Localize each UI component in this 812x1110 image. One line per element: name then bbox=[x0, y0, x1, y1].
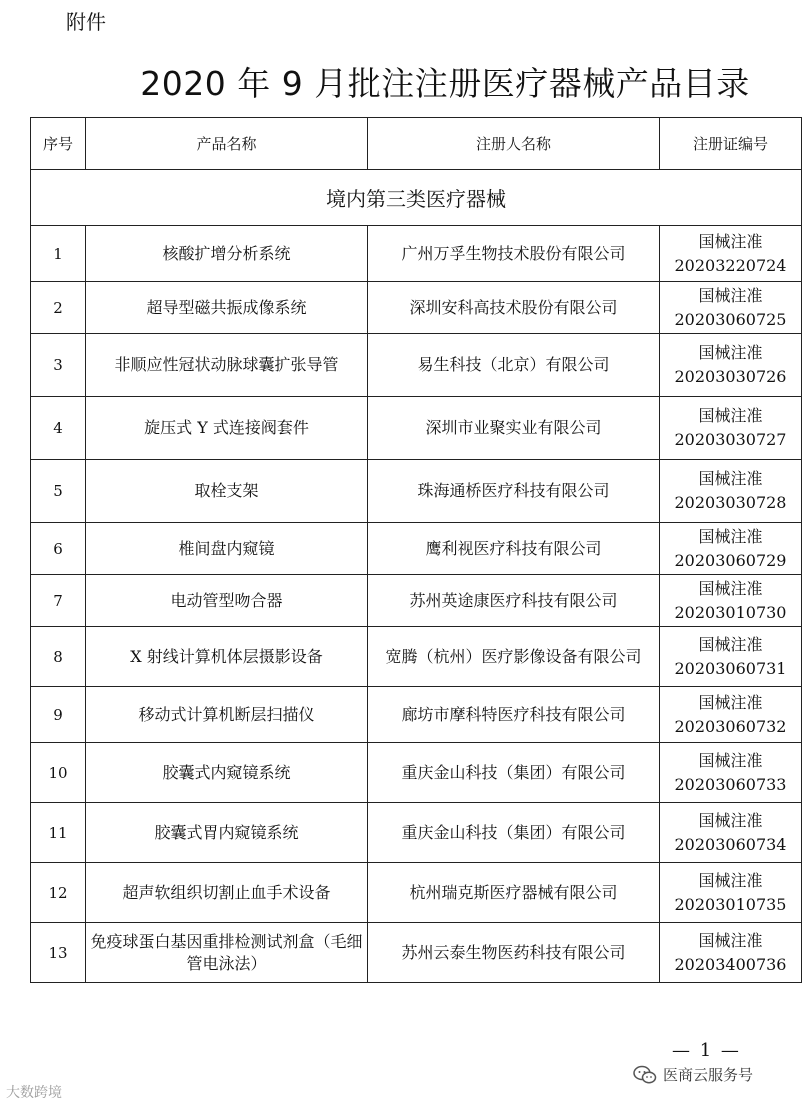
product-name: 免疫球蛋白基因重排检测试剂盒（毛细管电泳法） bbox=[86, 923, 368, 983]
cert-prefix: 国械注准 bbox=[698, 870, 763, 890]
product-catalog-table bbox=[30, 117, 802, 983]
cert-digits: 20203060725 bbox=[674, 309, 787, 329]
cert-number bbox=[660, 334, 802, 397]
table-row bbox=[31, 627, 802, 687]
cert-prefix: 国械注准 bbox=[698, 285, 763, 305]
section-title: 境内第三类医疗器械 bbox=[31, 170, 802, 226]
product-name: 超声软组织切割止血手术设备 bbox=[86, 863, 368, 923]
cert-number bbox=[660, 575, 802, 627]
cert-digits: 20203010730 bbox=[674, 602, 787, 622]
cert-digits: 20203400736 bbox=[674, 954, 787, 974]
cert-prefix: 国械注准 bbox=[698, 526, 763, 546]
row-no: 9 bbox=[31, 687, 86, 743]
section-row bbox=[31, 170, 802, 226]
cert-digits: 20203060732 bbox=[674, 716, 787, 736]
cert-prefix: 国械注准 bbox=[698, 343, 763, 362]
cert-prefix: 国械注准 bbox=[698, 634, 763, 654]
table-row bbox=[31, 397, 802, 460]
attachment-label: 附件 bbox=[66, 10, 106, 34]
cert-number bbox=[660, 523, 802, 575]
cert-prefix: 国械注准 bbox=[698, 469, 763, 488]
registrant-name: 深圳安科高技术股份有限公司 bbox=[368, 282, 660, 334]
registrant-name: 宽腾（杭州）医疗影像设备有限公司 bbox=[368, 627, 660, 687]
cert-digits: 20203220724 bbox=[674, 255, 787, 275]
cert-prefix: 国械注准 bbox=[698, 578, 763, 598]
cert-prefix: 国械注准 bbox=[698, 231, 763, 251]
cert-digits: 20203030726 bbox=[674, 367, 787, 386]
cert-number bbox=[660, 863, 802, 923]
cert-digits: 20203060733 bbox=[674, 774, 787, 794]
row-no: 8 bbox=[31, 627, 86, 687]
cert-digits: 20203030728 bbox=[674, 493, 787, 512]
row-no: 2 bbox=[31, 282, 86, 334]
product-name: 核酸扩增分析系统 bbox=[86, 226, 368, 282]
row-no: 6 bbox=[31, 523, 86, 575]
cert-prefix: 国械注准 bbox=[698, 810, 763, 830]
table-header-row bbox=[31, 118, 802, 170]
registrant-name: 重庆金山科技（集团）有限公司 bbox=[368, 743, 660, 803]
watermark-right-text: 医商云服务号 bbox=[663, 1066, 754, 1084]
row-no: 10 bbox=[31, 743, 86, 803]
registrant-name: 鹰利视医疗科技有限公司 bbox=[368, 523, 660, 575]
cert-prefix: 国械注准 bbox=[698, 930, 763, 950]
cert-number bbox=[660, 282, 802, 334]
column-header-no: 序号 bbox=[31, 118, 86, 170]
cert-prefix: 国械注准 bbox=[698, 750, 763, 770]
table-row bbox=[31, 863, 802, 923]
cert-prefix: 国械注准 bbox=[698, 692, 763, 712]
registrant-name: 易生科技（北京）有限公司 bbox=[368, 334, 660, 397]
cert-digits: 20203060731 bbox=[674, 658, 787, 678]
product-name: 非顺应性冠状动脉球囊扩张导管 bbox=[86, 334, 368, 397]
registrant-name: 重庆金山科技（集团）有限公司 bbox=[368, 803, 660, 863]
row-no: 12 bbox=[31, 863, 86, 923]
table-row bbox=[31, 687, 802, 743]
registrant-name: 深圳市业聚实业有限公司 bbox=[368, 397, 660, 460]
cert-prefix: 国械注准 bbox=[698, 406, 763, 425]
registrant-name: 苏州英途康医疗科技有限公司 bbox=[368, 575, 660, 627]
cert-number bbox=[660, 743, 802, 803]
table-row bbox=[31, 575, 802, 627]
product-name: X 射线计算机体层摄影设备 bbox=[86, 627, 368, 687]
table-row bbox=[31, 334, 802, 397]
row-no: 3 bbox=[31, 334, 86, 397]
cert-digits: 20203060734 bbox=[674, 834, 787, 854]
registrant-name: 廊坊市摩科特医疗科技有限公司 bbox=[368, 687, 660, 743]
product-name: 胶囊式胃内窥镜系统 bbox=[86, 803, 368, 863]
registrant-name: 杭州瑞克斯医疗器械有限公司 bbox=[368, 863, 660, 923]
page-number: — 1 — bbox=[672, 1040, 741, 1061]
cert-digits: 20203060729 bbox=[674, 550, 787, 570]
cert-number bbox=[660, 923, 802, 983]
product-name: 取栓支架 bbox=[86, 460, 368, 523]
registrant-name: 苏州云泰生物医药科技有限公司 bbox=[368, 923, 660, 983]
product-name: 移动式计算机断层扫描仪 bbox=[86, 687, 368, 743]
watermark-left: 大数跨境 bbox=[6, 1085, 62, 1101]
registrant-name: 广州万孚生物技术股份有限公司 bbox=[368, 226, 660, 282]
registrant-name: 珠海通桥医疗科技有限公司 bbox=[368, 460, 660, 523]
cert-digits: 20203010735 bbox=[674, 894, 787, 914]
row-no: 4 bbox=[31, 397, 86, 460]
cert-number bbox=[660, 627, 802, 687]
cert-number bbox=[660, 687, 802, 743]
product-name: 椎间盘内窥镜 bbox=[86, 523, 368, 575]
cert-number bbox=[660, 460, 802, 523]
table-row bbox=[31, 523, 802, 575]
row-no: 11 bbox=[31, 803, 86, 863]
table-row bbox=[31, 460, 802, 523]
table-row bbox=[31, 923, 802, 983]
page-title: 2020 年 9 月批注注册医疗器械产品目录 bbox=[140, 64, 750, 103]
row-no: 13 bbox=[31, 923, 86, 983]
column-header-registrant: 注册人名称 bbox=[368, 118, 660, 170]
cert-digits: 20203030727 bbox=[674, 430, 787, 449]
product-name: 电动管型吻合器 bbox=[86, 575, 368, 627]
wechat-icon bbox=[633, 1065, 657, 1085]
product-name: 胶囊式内窥镜系统 bbox=[86, 743, 368, 803]
column-header-product-name: 产品名称 bbox=[86, 118, 368, 170]
row-no: 1 bbox=[31, 226, 86, 282]
product-name: 超导型磁共振成像系统 bbox=[86, 282, 368, 334]
table-row bbox=[31, 803, 802, 863]
table-row bbox=[31, 282, 802, 334]
cert-number bbox=[660, 397, 802, 460]
table-row bbox=[31, 743, 802, 803]
column-header-cert-number: 注册证编号 bbox=[660, 118, 802, 170]
watermark-right bbox=[633, 1064, 753, 1085]
row-no: 7 bbox=[31, 575, 86, 627]
product-name: 旋压式 Y 式连接阀套件 bbox=[86, 397, 368, 460]
cert-number bbox=[660, 226, 802, 282]
row-no: 5 bbox=[31, 460, 86, 523]
table-row bbox=[31, 226, 802, 282]
cert-number bbox=[660, 803, 802, 863]
